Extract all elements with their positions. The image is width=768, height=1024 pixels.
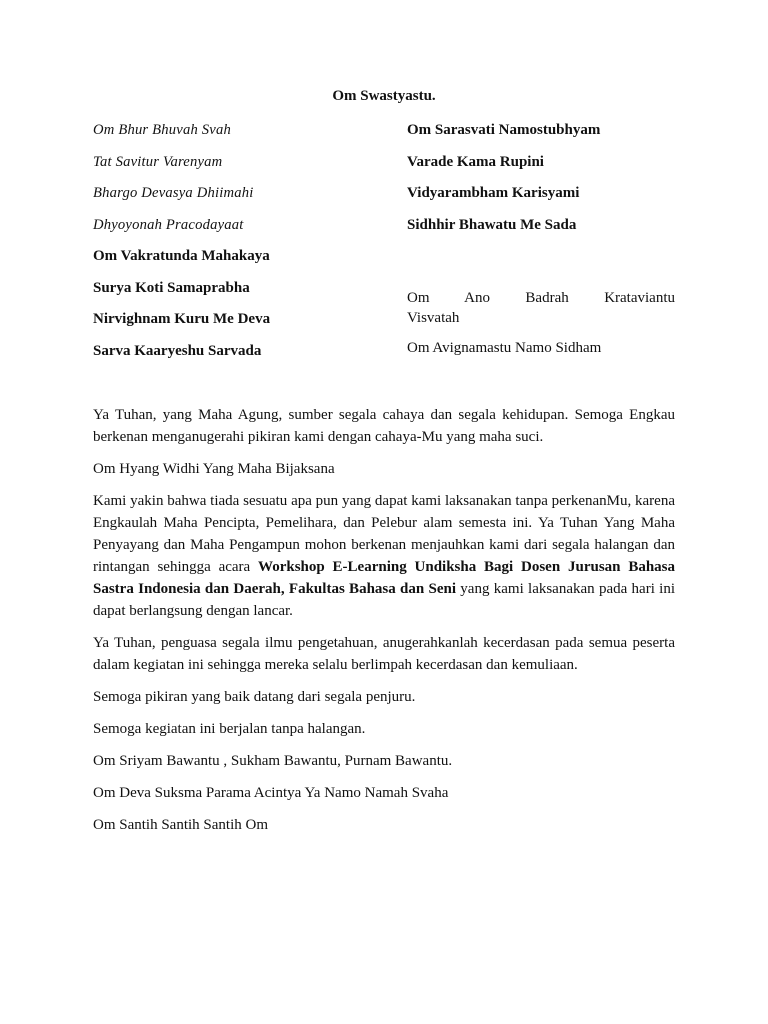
mantra-line: Nirvighnam Kuru Me Deva xyxy=(93,311,271,327)
paragraph: Ya Tuhan, yang Maha Agung, sumber segala cahaya dan segala kehidupan. Semoga Engkau berkenan menganugerahi pikiran kami dengan cahaya-Mu yang maha suci. xyxy=(93,407,675,445)
paragraph-text: yang kami laksanakan pada hari ini dapat berlangsung dengan lancar. xyxy=(93,581,675,619)
paragraph: Om Deva Suksma Parama Acintya Ya Namo Namah Svaha xyxy=(93,785,449,801)
mantra-line: Om Vakratunda Mahakaya xyxy=(93,248,270,264)
mantra-line: Sidhhir Bhawatu Me Sada xyxy=(407,216,577,233)
mantra-line: Bhargo Devasya Dhiimahi xyxy=(93,185,254,201)
paragraph-workshop xyxy=(93,490,675,622)
paragraph: Semoga pikiran yang baik datang dari segala penjuru. xyxy=(93,689,416,705)
mantra-line: Vidyarambham Karisyami xyxy=(407,185,580,201)
mantra-line-justified: Om Ano Badrah Krataviantu xyxy=(407,289,675,306)
paragraph: Om Hyang Widhi Yang Maha Bijaksana xyxy=(93,461,335,477)
mantra-right-column xyxy=(407,120,675,358)
mantra-line: Dhyoyonah Pracodayaat xyxy=(93,216,244,233)
paragraph-text: Kami yakin bahwa tiada sesuatu apa pun yang dapat kami laksanakan tanpa perkenanMu, karena Engkaulah Maha Pencipta, Pemelihara, dan Pelebur alam semesta ini. Ya Tuhan Yang Maha Penyayang dan Maha Pengampun mohon berkenan menjauhkan kami dari segala halangan dan rintangan sehingga acara xyxy=(93,493,675,575)
workshop-name: Workshop E-Learning Undiksha Bagi Dosen Jurusan Bahasa Sastra Indonesia dan Daerah, Fakultas Bahasa dan Seni xyxy=(93,559,676,597)
mantra-line: Surya Koti Samaprabha xyxy=(93,279,250,296)
mantra-line-wrap: Visvatah xyxy=(407,309,460,326)
mantra-left-column xyxy=(93,120,383,372)
mantra-line: Varade Kama Rupini xyxy=(407,153,544,170)
prayer-body xyxy=(93,404,675,836)
mantra-line: Om Bhur Bhuvah Svah xyxy=(93,122,231,138)
paragraph: Semoga kegiatan ini berjalan tanpa halangan. xyxy=(93,721,366,737)
mantra-line: Om Avignamastu Namo Sidham xyxy=(407,339,602,356)
paragraph: Ya Tuhan, penguasa segala ilmu pengetahuan, anugerahkanlah kecerdasan pada semua peserta dalam kegiatan ini sehingga mereka selalu berlimpah kecerdasan dan kemuliaan. xyxy=(93,635,675,673)
paragraph: Om Sriyam Bawantu , Sukham Bawantu, Purnam Bawantu. xyxy=(93,753,453,769)
mantra-line: Sarva Kaaryeshu Sarvada xyxy=(93,342,262,359)
paragraph: Om Santih Santih Santih Om xyxy=(93,817,269,833)
page-title: Om Swastyastu. xyxy=(332,88,436,104)
mantra-line: Om Sarasvati Namostubhyam xyxy=(407,122,601,138)
mantra-line: Tat Savitur Varenyam xyxy=(93,153,223,170)
